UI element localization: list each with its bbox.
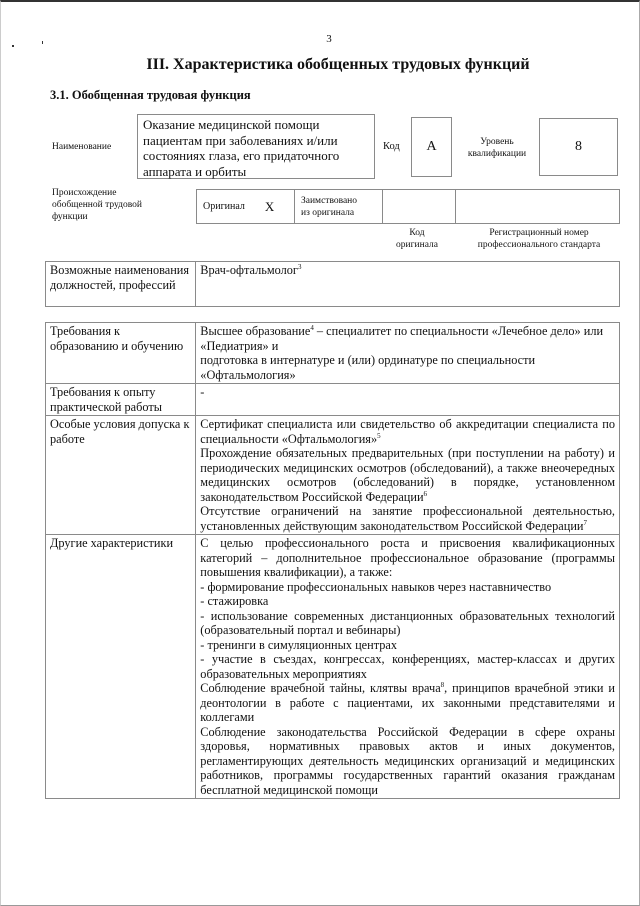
- table-row: [46, 262, 620, 307]
- footnote-ref: 7: [583, 518, 587, 527]
- original-code-cell: [383, 190, 456, 223]
- education-value: [196, 323, 620, 384]
- list-item: - стажировка: [200, 594, 269, 608]
- level-label: [462, 136, 532, 160]
- experience-label: Требования к опыту практической работы: [46, 384, 196, 416]
- origin-label-line1: Происхождение: [52, 188, 117, 198]
- caption-original-code: [382, 227, 452, 251]
- special-conditions-label: Особые условия допуска к работе: [46, 416, 196, 535]
- special-conditions-value: [196, 416, 620, 535]
- original-label: Оригинал: [203, 201, 245, 212]
- footnote-ref: 3: [297, 263, 302, 271]
- positions-label: Возможные наименования должностей, профессий: [46, 262, 196, 307]
- origin-label: [52, 187, 142, 223]
- caption-reg-line1: Регистрационный номер: [489, 228, 589, 238]
- list-item: - участие в съездах, конгрессах, конференциях, мастер-классах и других образовательных мероприятиях: [200, 652, 615, 681]
- level-box: [539, 118, 618, 176]
- code-value: А: [426, 139, 437, 154]
- restrictions-paragraph: [200, 504, 615, 533]
- education-line1: [200, 324, 615, 353]
- subsection-title: 3.1. Обобщенная трудовая функция: [50, 88, 251, 102]
- requirements-table: [45, 322, 620, 799]
- origin-label-line3: функции: [52, 212, 88, 222]
- paragraph-text: Сертификат специалиста или свидетельство об аккредитации специалиста по специальности «Офтальмология»: [200, 417, 615, 446]
- table-row: [46, 416, 620, 535]
- paragraph-text: , принципов врачебной этики и деонтологии в работе с пациентами, их законными представителями и коллегами: [200, 681, 615, 724]
- education-text: Высшее образование: [200, 324, 311, 338]
- list-item: - использование современных дистанционных образовательных технологий (образовательный портал и вебинары): [200, 608, 615, 637]
- level-label-line2: квалификации: [467, 149, 527, 159]
- medical-exam-paragraph: [200, 446, 615, 504]
- positions-value: [196, 262, 620, 307]
- list-item: - формирование профессиональных навыков через наставничество: [200, 579, 552, 594]
- registration-number-cell: [456, 190, 619, 223]
- education-label: Требования к образованию и обучению: [46, 323, 196, 384]
- table-row: [46, 323, 620, 384]
- education-line2: подготовка в интернатуре и (или) ординатуре по специальности «Офтальмология»: [200, 353, 536, 382]
- experience-value: -: [196, 384, 620, 416]
- footnote-ref: 4: [310, 324, 314, 332]
- borrowed-cell: [295, 190, 383, 223]
- law-paragraph: Соблюдение законодательства Российской Федерации в сфере охраны здоровья, нормативных правовых актов и иных документов, регламентирующих деятельность медицинских организаций и медицинских работников, программы государственных гарантий оказания гражданам бесплатной медицинской помощи: [200, 724, 615, 797]
- certificate-paragraph: [200, 417, 615, 446]
- table-row: [46, 535, 620, 799]
- original-mark: X: [264, 198, 275, 214]
- function-name-box: Оказание медицинской помощи пациентам при заболеваниях и/или состояниях глаза, его придаточного аппарата и орбиты: [137, 114, 375, 179]
- education-text: – специалитет по специальности «Лечебное дело» или «Педиатрия» и: [200, 324, 604, 353]
- footnote-ref: 5: [377, 431, 381, 440]
- list-item: - тренинги в симуляционных центрах: [200, 637, 397, 652]
- footnote-ref: 8: [440, 681, 445, 689]
- caption-code-line1: Код: [409, 228, 425, 238]
- level-value: 8: [575, 139, 582, 154]
- caption-reg-line2: профессионального стандарта: [477, 240, 601, 250]
- origin-row: [196, 189, 620, 224]
- footnote-ref: 6: [423, 489, 428, 498]
- borrowed-label-line1: Заимствовано: [301, 195, 358, 206]
- name-label: Наименование: [52, 142, 112, 152]
- code-box: [411, 117, 452, 177]
- table-row: [46, 384, 620, 416]
- development-intro: С целью профессионального роста и присвоения квалификационных категорий – дополнительное профессиональное образование (программы повышения квалификации), а также:: [200, 536, 615, 579]
- positions-table: [45, 261, 620, 307]
- other-characteristics-value: [196, 535, 620, 799]
- level-label-line1: Уровень: [480, 137, 514, 147]
- paragraph-text: Отсутствие ограничений на занятие профессиональной деятельностью, установленных действующим законодательством Российской Федерации: [200, 504, 615, 533]
- original-cell: [197, 190, 295, 223]
- code-label: Код: [383, 141, 400, 152]
- origin-label-line2: обобщенной трудовой: [52, 200, 142, 210]
- paragraph-text: Прохождение обязательных предварительных (при поступлении на работу) и периодических медицинских осмотров (обследований), а также внеочередных медицинских осмотров (обследований) в порядке, установленном законодательством Российской Федерации: [200, 446, 615, 504]
- ethics-paragraph: [200, 681, 615, 725]
- caption-registration-number: [458, 227, 620, 251]
- scan-artifact: [12, 45, 14, 47]
- caption-code-line2: оригинала: [396, 240, 438, 250]
- paragraph-text: Соблюдение врачебной тайны, клятвы врача: [200, 681, 441, 695]
- position-name: Врач-офтальмолог: [200, 263, 298, 277]
- borrowed-label-line2: из оригинала: [301, 207, 355, 218]
- section-title: III. Характеристика обобщенных трудовых функций: [146, 56, 530, 73]
- other-characteristics-label: Другие характеристики: [46, 535, 196, 799]
- page-number: 3: [326, 33, 332, 45]
